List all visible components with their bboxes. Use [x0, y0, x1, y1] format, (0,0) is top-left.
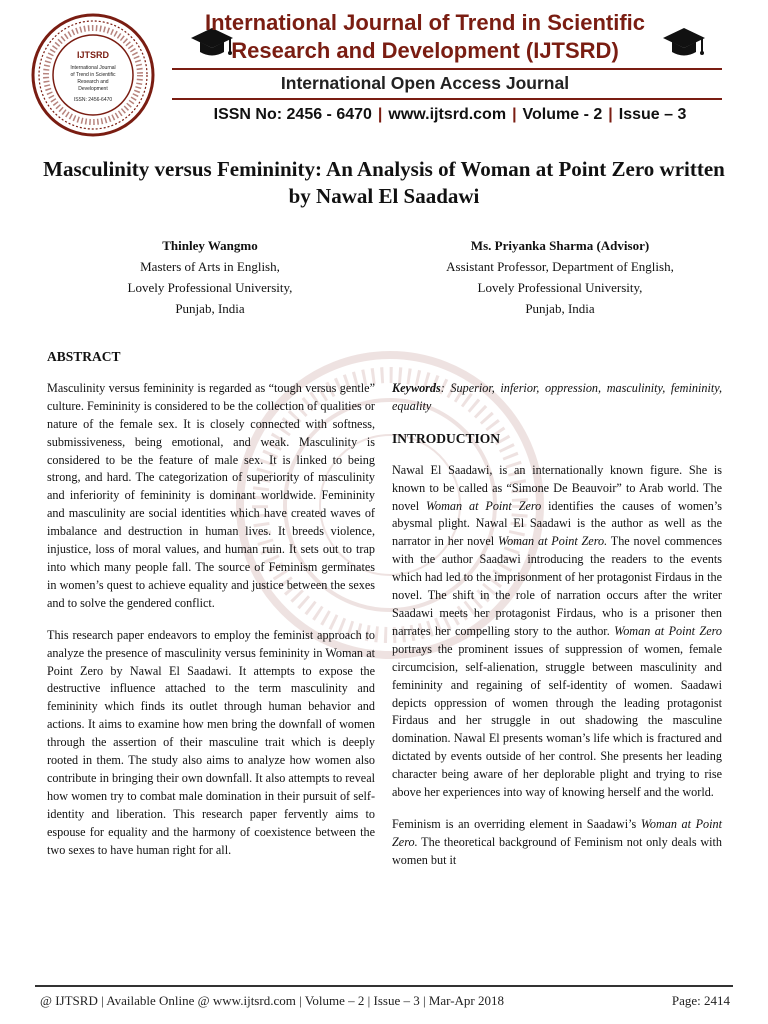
svg-text:ISSN: 2456-6470: ISSN: 2456-6470 [73, 97, 113, 103]
right-column [392, 380, 722, 884]
journal-issue: Issue – 3 [618, 106, 687, 123]
issn-number: ISSN No: 2456 - 6470 [213, 106, 372, 123]
keywords-label: Keywords [392, 381, 441, 395]
text-span: portrays the prominent issues of suppression of women, female circumcision, self-alienation, struggle between masculinity and femininity and regaining of self-identity of women. Saadawi depicts oppression of women through the leading protagonist Firdaus and her struggle in out shadowing the masculine domination. Nawal El presents woman’s life which is fractured and dictated by events outside of her control. She presents her leading character being aware of her deplorable plight and trying to rise above her experiences into way of knowing herself and the world. [392, 641, 722, 800]
page-number: Page: 2414 [671, 993, 730, 1008]
author-affiliation-line: Lovely Professional University, [477, 280, 643, 295]
abstract-heading: ABSTRACT [47, 349, 121, 364]
author-affiliation-line: Punjab, India [525, 301, 595, 316]
introduction-heading: INTRODUCTION [392, 430, 501, 446]
svg-text:IJTSRD: IJTSRD [76, 50, 110, 60]
journal-title-line1: International Journal of Trend in Scientific [204, 10, 646, 35]
author-affiliation-line: Lovely Professional University, [127, 280, 293, 295]
journal-volume: Volume - 2 [522, 106, 603, 123]
introduction-paragraph [392, 816, 722, 870]
author-affiliation-line: Assistant Professor, Department of English, [446, 259, 674, 274]
paper-title: Masculinity versus Femininity: An Analysis of Woman at Point Zero written by Nawal El Saadawi [43, 157, 725, 208]
author-affiliation-line: Masters of Arts in English, [140, 259, 280, 274]
keywords-text: : Superior, inferior, oppression, masculinity, femininity, equality [392, 381, 722, 413]
svg-text:Research and: Research and [77, 79, 109, 85]
author-name: Thinley Wangmo [162, 238, 258, 253]
novel-title: Woman at Point Zero [614, 623, 723, 638]
text-span: The theoretical background of Feminism not only deals with women but it [392, 834, 722, 867]
author-name: Ms. Priyanka Sharma (Advisor) [470, 238, 650, 253]
left-column [47, 348, 375, 873]
journal-subtitle: International Open Access Journal [280, 73, 570, 93]
text-span: Nawal El Saadawi, is an internationally known figure. She is known to be called as “Simone De Beauvoir” to Arab world. The novel [392, 462, 722, 513]
journal-website: www.ijtsrd.com [388, 106, 507, 123]
footer-citation: @ IJTSRD | Available Online @ www.ijtsrd.com | Volume – 2 | Issue – 3 | Mar-Apr 2018 [40, 993, 505, 1008]
text-span: Feminism is an overriding element in Saadawi’s [392, 816, 641, 831]
novel-title: Woman at Point Zero. [392, 816, 723, 849]
introduction-paragraph [392, 462, 722, 802]
header-rule-bottom [172, 98, 722, 100]
journal-header [0, 0, 768, 148]
novel-title: Woman at Point Zero [425, 498, 542, 513]
header-rule-top [172, 68, 722, 70]
text-span: identifies the causes of women’s abysmal plight. Nawal El Saadawi is the author as well as the narrator in her novel [392, 498, 722, 549]
author-affiliation-line: Punjab, India [175, 301, 245, 316]
author-block-1 [50, 235, 370, 319]
novel-title: Woman at Point Zero. [498, 534, 608, 549]
issn-line: ISSN No: 2456 - 6470 | www.ijtsrd.com | Volume - 2 | Issue – 3 [213, 106, 687, 123]
author-block-2 [395, 235, 725, 319]
svg-text:of Trend in Scientific: of Trend in Scientific [70, 72, 116, 78]
abstract-paragraph: This research paper endeavors to employ the feminist approach to analyze the presence of masculinity versus femininity in Woman at Point Zero by Nawal El Saadawi. It attempts to expose the destructive influence attached to the term masculinity and femininity which finds its outlet through human behavior and actions. It aims to examine how men bring the downfall of women through the assertion of their masculine trait which is deeply rooted in them. The study also aims to analyze how women also contribute in bringing their own downfall. It also attempts to reveal how women try to combat male domination in their pursuit of self-identity and liberation. This research paper fervently aims to espouse for equality and the harmony of coexistence between the two sexes to have human right for all. [47, 627, 375, 857]
svg-text:International Journal: International Journal [70, 65, 116, 71]
keywords-paragraph [392, 380, 722, 416]
seal-logo-icon [30, 12, 156, 138]
journal-title-line2: Research and Development (IJTSRD) [231, 38, 619, 63]
svg-text:Development: Development [78, 86, 108, 92]
text-span: The novel commences with the author Saadawi introducing the readers to the events which had led to the imprisonment of her protagonist Firdaus in the novel. The shift in the role of narration occurs after the writer Saadawi meets her protagonist Firdaus, who is a prisoner then narrates her compelling story to the author. [392, 534, 722, 638]
abstract-paragraph: Masculinity versus femininity is regarded as “tough versus gentle” culture. Femininity is considered to be the collection of qualities or nature of the female sex. It is closely connected with softness, submissiveness, being emotional, and weak. Masculinity is considered to be the feature of male sex. It is linked to being strong, and hard. The categorization of superiority of masculinity and inferiority of femininity is dominant worldwide. Femininity and masculinity are social identities which have created waves of imbalance and destruction in human lives. It breeds violence, injustice, loss of moral values, and human ruin. It sets out to trap into which many people fall. The source of Feminism germinates in women’s quest to achieve equality and justice between the sexes and to solve the gendered conflict. [47, 380, 375, 610]
footer-rule [35, 985, 733, 987]
